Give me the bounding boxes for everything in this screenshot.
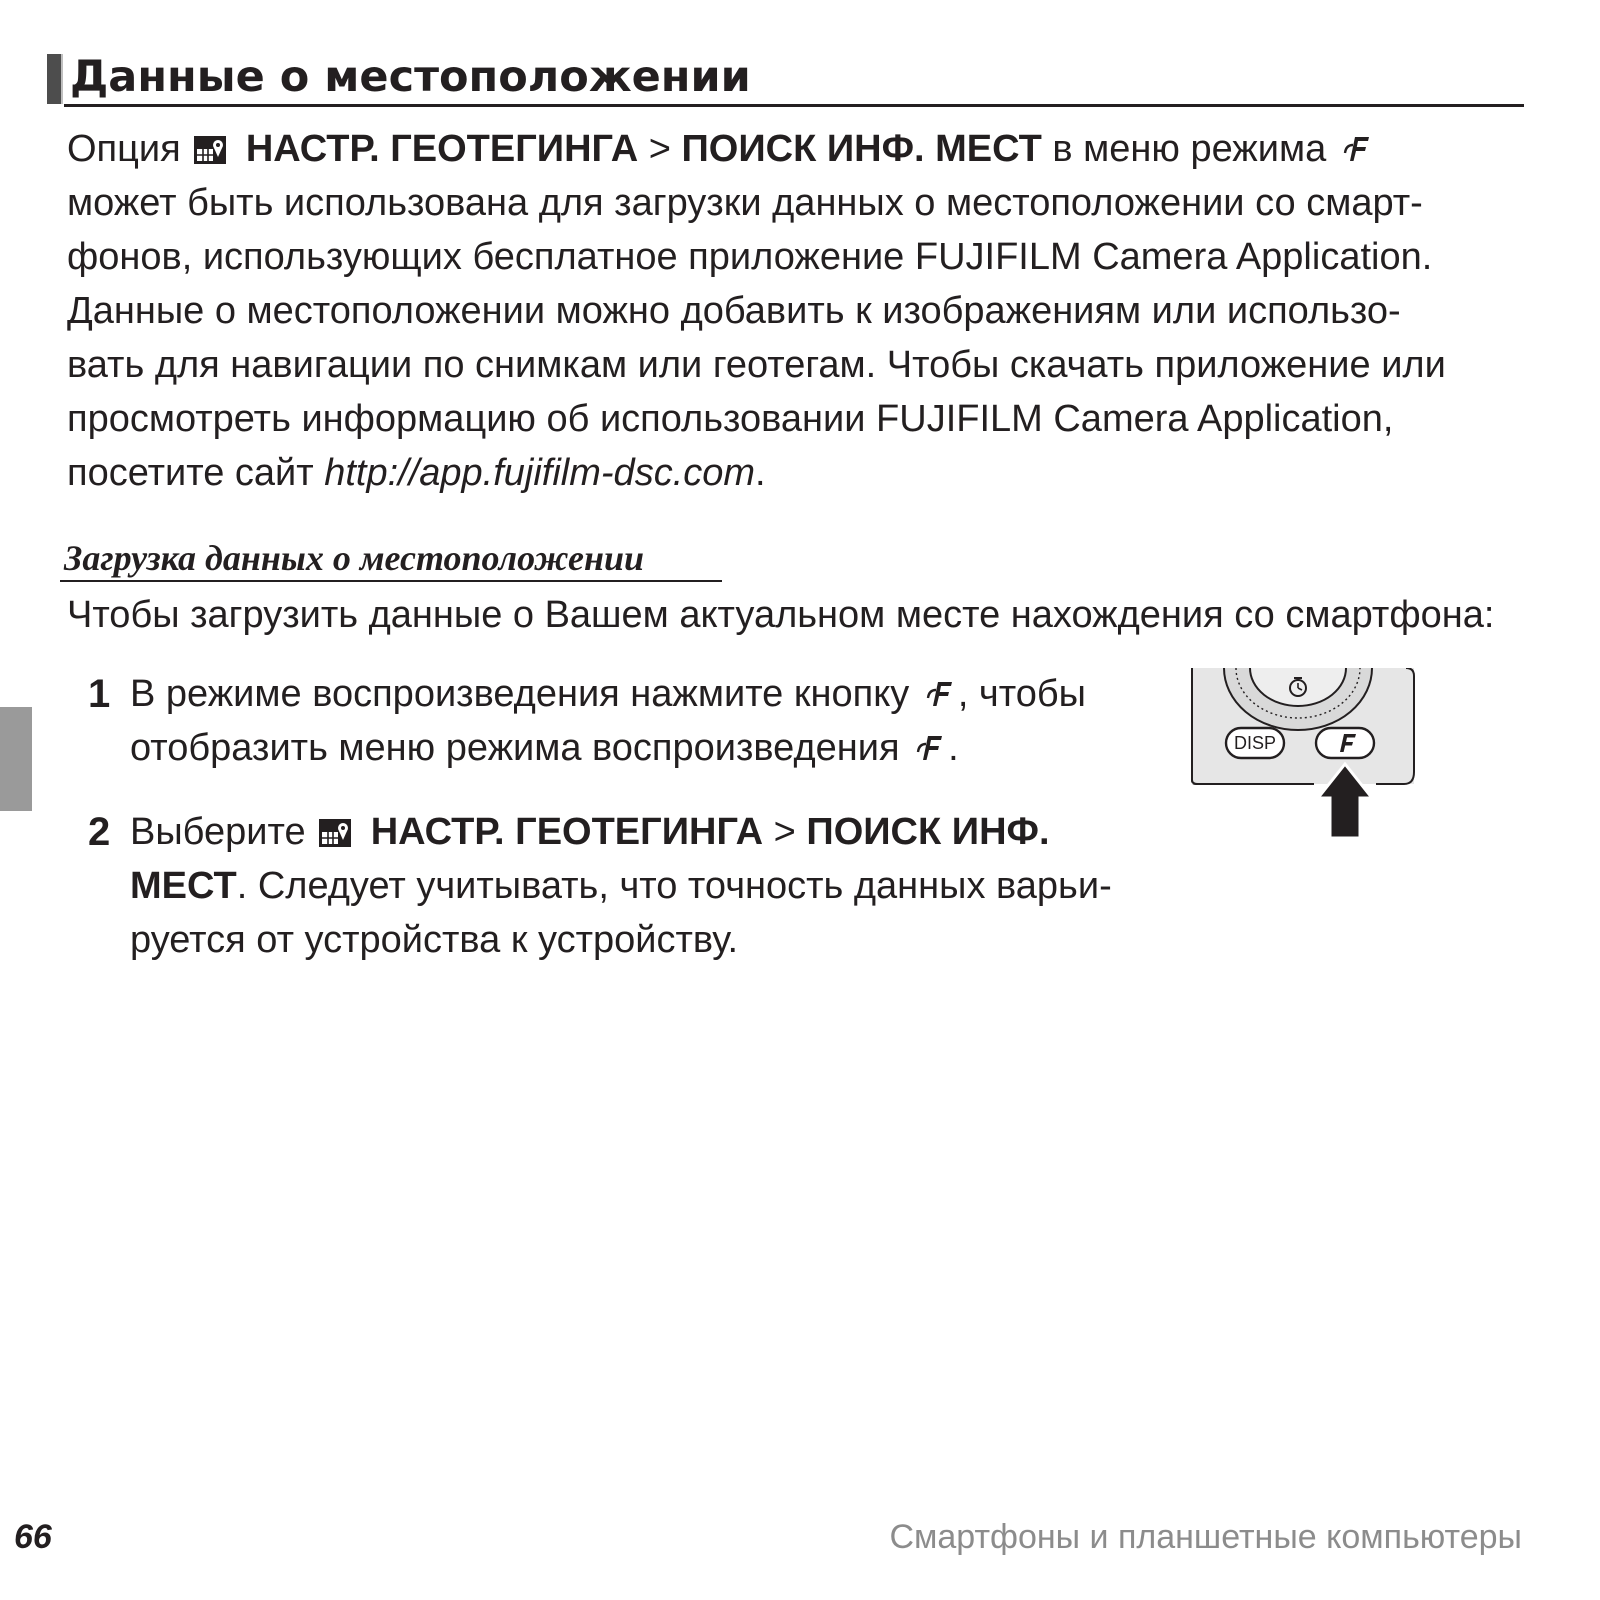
- intro-line-7: [67, 446, 1537, 500]
- step-2-line-1: [130, 805, 1150, 859]
- step-1-line-2: [130, 721, 1150, 775]
- menu-item-location-search-cont: МЕСТ: [130, 865, 237, 907]
- step-1-line-1: [130, 667, 1150, 721]
- geotag-settings-icon: [318, 818, 352, 848]
- intro-visit-text: посетите сайт: [67, 452, 314, 494]
- step-1-period: .: [948, 727, 959, 769]
- geotag-settings-icon: [193, 135, 227, 165]
- step-number: 2: [88, 810, 111, 854]
- f-button-icon: [924, 676, 954, 710]
- app-website-link[interactable]: http://app.fujifilm-dsc.com: [324, 452, 756, 494]
- intro-line-1: [67, 122, 1537, 176]
- menu-item-geotag-setup: НАСТР. ГЕОТЕГИНГА: [370, 811, 764, 853]
- heading-underline: [64, 104, 1524, 107]
- step-text: [130, 805, 1150, 967]
- step-2-note: . Следует учитывать, что точность данных варьи-: [236, 865, 1112, 907]
- intro-paragraph: [67, 122, 1537, 500]
- section-subheading: Загрузка данных о местоположении: [64, 538, 645, 578]
- intro-mode-text: в меню режима: [1052, 128, 1327, 170]
- menu-separator: >: [648, 128, 671, 170]
- intro-period: .: [755, 452, 766, 494]
- step-1-menu-text: отобразить меню режима воспроизведения: [130, 727, 900, 769]
- page-title: Данные о местоположении: [70, 52, 751, 102]
- camera-back-illustration: [1190, 668, 1430, 848]
- menu-item-location-search: ПОИСК ИНФ.: [806, 811, 1050, 853]
- step-2-line-3: руется от устройства к устройству.: [130, 919, 739, 961]
- footer-section-title: Смартфоны и планшетные компьютеры: [889, 1518, 1522, 1556]
- step-1-instruction: В режиме воспроизведения нажмите кнопку: [130, 673, 910, 715]
- intro-line-5: вать для навигации по снимкам или геотегам. Чтобы скачать приложение или: [67, 344, 1446, 386]
- disp-button: [1226, 728, 1284, 758]
- intro-line-2: может быть использована для загрузки данных о местоположении со смарт-: [67, 182, 1423, 224]
- step-number: 1: [88, 672, 111, 716]
- step-text: [130, 667, 1150, 775]
- f-button-icon: [914, 730, 944, 764]
- disp-label: DISP: [1233, 733, 1277, 753]
- step-1-continuation: , чтобы: [957, 673, 1086, 715]
- step-2-line-2: [130, 859, 1150, 913]
- step-2-select-word: Выберите: [130, 811, 306, 853]
- chapter-thumb-tab: [0, 707, 32, 811]
- f-button: [1316, 728, 1374, 758]
- page-number: 66: [14, 1518, 52, 1556]
- section-lead: Чтобы загрузить данные о Вашем актуальном месте нахождения со смартфона:: [67, 594, 1495, 636]
- menu-item-location-search: ПОИСК ИНФ. МЕСТ: [681, 128, 1042, 170]
- intro-line-3: фонов, использующих бесплатное приложение FUJIFILM Camera Application.: [67, 236, 1433, 278]
- menu-item-geotag-setup: НАСТР. ГЕОТЕГИНГА: [245, 128, 639, 170]
- intro-line-6: просмотреть информацию об использовании FUJIFILM Camera Application,: [67, 398, 1394, 440]
- heading-marker: [47, 54, 61, 104]
- f-button-icon: [1341, 131, 1371, 165]
- intro-line-4: Данные о местоположении можно добавить к изображениям или использо-: [67, 290, 1401, 332]
- subheading-underline: [60, 580, 722, 582]
- intro-option-word: Опция: [67, 128, 181, 170]
- menu-separator: >: [773, 811, 796, 853]
